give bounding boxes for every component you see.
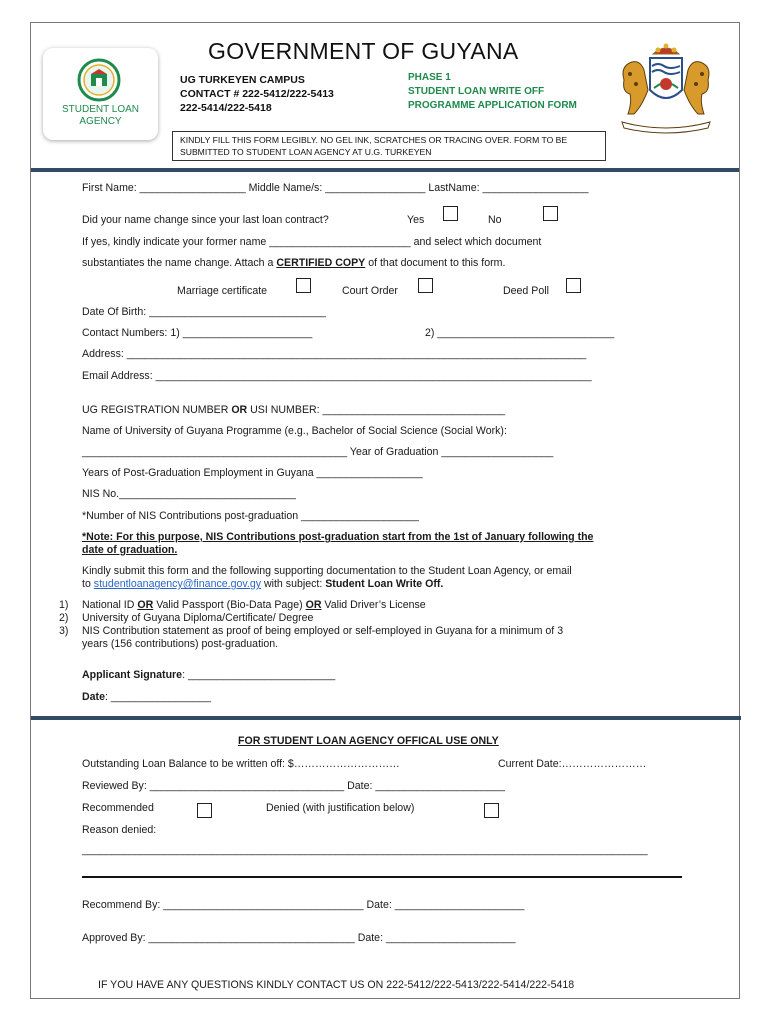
name-change-question: Did your name change since your last loan contract? (82, 214, 329, 226)
outstanding-balance-field[interactable]: Outstanding Loan Balance to be written off: $………………………… (82, 758, 400, 770)
no-checkbox[interactable] (543, 206, 558, 221)
doc-item-3-cont: years (156 contributions) post-graduation. (82, 638, 279, 650)
doc-drivers-license: Valid Driver’s License (324, 599, 426, 611)
phase-label: PHASE 1 (408, 72, 451, 83)
campus-name: UG TURKEYEN CAMPUS (180, 74, 305, 86)
header-divider (31, 168, 739, 172)
court-order-checkbox[interactable] (418, 278, 433, 293)
programme-title-block (408, 71, 577, 113)
marriage-certificate-label: Marriage certificate (177, 285, 268, 297)
recommended-checkbox[interactable] (197, 803, 212, 818)
doc-or-2: OR (305, 599, 322, 611)
submit-instructions-line2 (82, 578, 443, 591)
substantiate-text-post: of that document to this form. (368, 257, 506, 269)
certified-copy-text: CERTIFIED COPY (276, 257, 366, 269)
ug-registration-field[interactable] (82, 404, 505, 417)
office-use-heading: FOR STUDENT LOAN AGENCY OFFICAL USE ONLY (238, 735, 499, 747)
campus-contact-2: 222-5414/222-5418 (180, 102, 272, 114)
reviewed-by-field[interactable]: Reviewed By: _________________________________ Date: ______________________ (82, 780, 505, 792)
nis-contributions-field[interactable]: *Number of NIS Contributions post-graduation ____________________ (82, 510, 419, 522)
section-rule (82, 876, 682, 878)
nis-note-line1: *Note: For this purpose, NIS Contributions post-graduation start from the 1st of January following the (82, 531, 594, 543)
names-field-line[interactable]: First Name: __________________ Middle Name/s: _________________ LastName: __________________ (82, 182, 589, 194)
campus-contact-block (180, 73, 334, 115)
reason-denied-label: Reason denied: (82, 824, 157, 836)
subject-text: Student Loan Write Off. (325, 578, 444, 590)
date-blank: : _________________ (104, 691, 212, 703)
deed-poll-label: Deed Poll (503, 285, 549, 297)
applicant-signature-field[interactable] (82, 669, 335, 682)
approved-by-field[interactable]: Approved By: ___________________________________ Date: ______________________ (82, 932, 516, 944)
substantiate-text-pre: substantiates the name change. Attach a (82, 257, 274, 269)
address-field[interactable]: Address: ______________________________________________________________________________ (82, 348, 587, 360)
signature-label: Applicant Signature (82, 669, 183, 681)
programme-label: Name of University of Guyana Programme (e.g., Bachelor of Social Science (Social Work): (82, 425, 507, 437)
contact-number-1-field[interactable]: Contact Numbers: 1) ______________________ (82, 327, 313, 339)
doc-passport: Valid Passport (Bio-Data Page) (156, 599, 303, 611)
page-title: GOVERNMENT OF GUYANA (208, 38, 519, 64)
substantiate-line (82, 257, 505, 270)
form-name: PROGRAMME APPLICATION FORM (408, 100, 577, 111)
ug-reg-label: UG REGISTRATION NUMBER (82, 404, 229, 416)
yes-label: Yes (407, 214, 425, 226)
doc-item-number: 2) (59, 612, 69, 624)
marriage-certificate-checkbox[interactable] (296, 278, 311, 293)
doc-item-2: University of Guyana Diploma/Certificate/ Degree (82, 612, 314, 624)
doc-item-3: NIS Contribution statement as proof of being employed or self-employed in Guyana for a minimum of 3 (82, 625, 564, 637)
date-label: Date (82, 691, 105, 703)
current-date-field[interactable]: Current Date:…………………… (498, 758, 647, 770)
logo-text-line2: AGENCY (79, 116, 122, 127)
nis-note-line2: date of graduation. (82, 544, 178, 556)
doc-item-1 (82, 599, 426, 612)
recommend-by-field[interactable]: Recommend By: __________________________________ Date: ______________________ (82, 899, 525, 911)
nis-number-field[interactable]: NIS No.______________________________ (82, 488, 296, 500)
doc-item-number: 1) (59, 599, 69, 611)
applicant-date-field[interactable] (82, 691, 211, 704)
contact-number-2-field[interactable]: 2) ______________________________ (425, 327, 615, 339)
former-name-line[interactable]: If yes, kindly indicate your former name ________________________ and select which document (82, 236, 542, 248)
instructions-notice: KINDLY FILL THIS FORM LEGIBLY. NO GEL INK, SCRATCHES OR TRACING OVER. FORM TO BE SUBMITTED TO STUDENT LOAN AGENCY AT U.G. TURKEYEN (172, 131, 606, 161)
programme-and-graduation-field[interactable]: _____________________________________________ Year of Graduation ___________________ (82, 446, 554, 458)
logo-text-line1: STUDENT LOAN (61, 104, 140, 115)
date-of-birth-field[interactable]: Date Of Birth: ______________________________ (82, 306, 326, 318)
office-section-divider (31, 716, 741, 720)
campus-contact-1: CONTACT # 222-5412/222-5413 (180, 88, 334, 100)
court-order-label: Court Order (342, 285, 398, 297)
deed-poll-checkbox[interactable] (566, 278, 581, 293)
email-address-field[interactable]: Email Address: __________________________________________________________________________ (82, 370, 592, 382)
agency-seal-icon (77, 58, 121, 102)
usi-label: USI NUMBER: _______________________________ (250, 404, 506, 416)
coat-of-arms-icon (608, 40, 724, 134)
ug-reg-or: OR (231, 404, 248, 416)
footer-contact: IF YOU HAVE ANY QUESTIONS KINDLY CONTACT US ON 222-5412/222-5413/222-5414/222-5418 (98, 979, 575, 991)
signature-blank: : _________________________ (182, 669, 336, 681)
years-employment-field[interactable]: Years of Post-Graduation Employment in Guyana __________________ (82, 467, 423, 479)
yes-checkbox[interactable] (443, 206, 458, 221)
submit-to-text: to (82, 578, 91, 590)
recommended-label: Recommended (82, 802, 154, 814)
doc-or-1: OR (137, 599, 154, 611)
student-loan-agency-logo (43, 48, 158, 140)
submit-instructions-line1: Kindly submit this form and the following supporting documentation to the Student Loan Agency, or email (82, 565, 572, 577)
denied-checkbox[interactable] (484, 803, 499, 818)
denied-label: Denied (with justification below) (266, 802, 415, 814)
agency-email-link[interactable]: studentloanagency@finance.gov.gy (93, 578, 262, 590)
doc-item-number: 3) (59, 625, 69, 637)
doc-national-id: National ID (82, 599, 135, 611)
programme-name: STUDENT LOAN WRITE OFF (408, 86, 545, 97)
subject-label: with subject: (263, 578, 323, 590)
reason-denied-field[interactable]: ________________________________________________________________________________________________ (82, 844, 648, 856)
no-label: No (488, 214, 502, 226)
